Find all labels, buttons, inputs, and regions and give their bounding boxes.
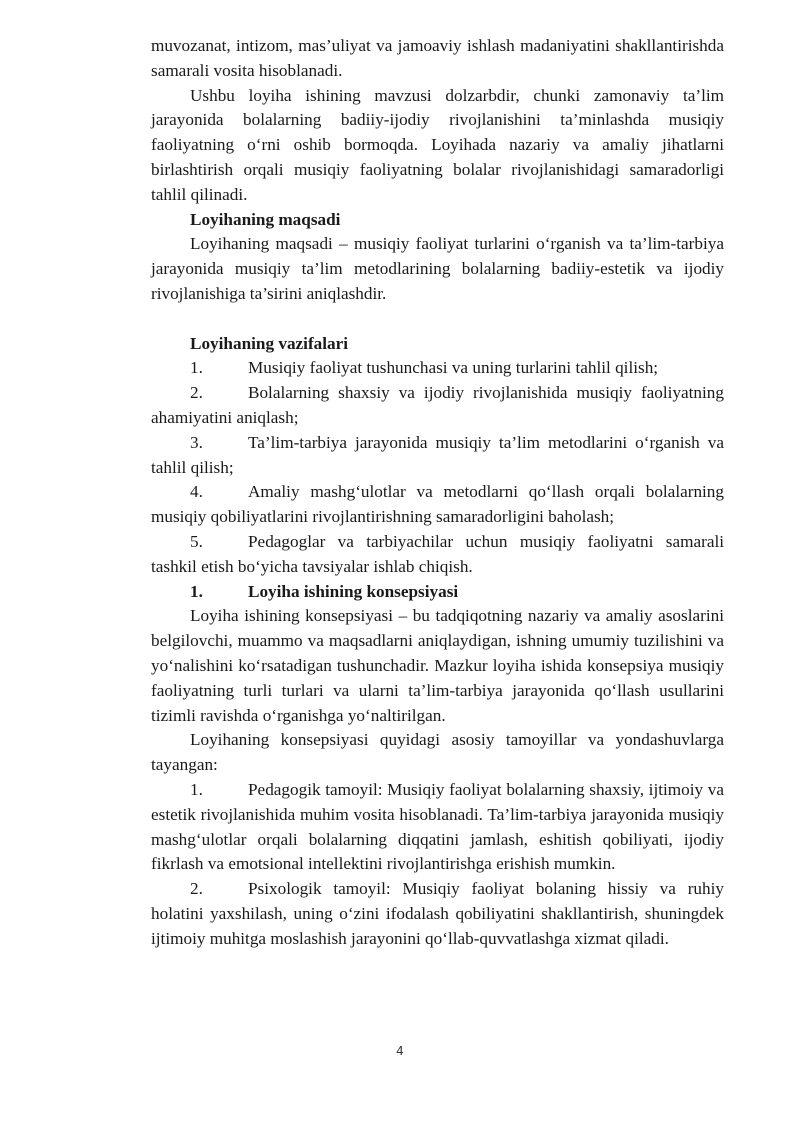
section-title: Loyiha ishining konsepsiyasi bbox=[248, 581, 459, 601]
task-number: 2. bbox=[190, 383, 203, 403]
task-text: Amaliy mashg‘ulotlar va metodlarni qo‘llash orqali bolalarning musiqiy qobiliyatlarini rivojlantirishning samaradorligini baholash; bbox=[151, 482, 724, 527]
task-number: 3. bbox=[190, 432, 203, 452]
task-text: Ta’lim-tarbiya jarayonida musiqiy ta’lim metodlarini o‘rganish va tahlil qilish; bbox=[151, 432, 724, 477]
task-number: 1. bbox=[190, 358, 203, 378]
paragraph-concept: Loyiha ishining konsepsiyasi – bu tadqiqotning nazariy va amaliy asoslarini belgilovchi, muammo va maqsadlarni aniqlaydigan, ishning umumiy tuzilishini va yo‘nalishini ko‘rsatadigan tushunchadir. Mazkur loyiha ishida konsepsiya musiqiy faoliyatning turli turlari va ularni ta’lim-tarbiya jarayonida qo‘llash usullarini tizimli ravishda o‘rganishga yo‘naltirilgan. bbox=[151, 606, 724, 725]
principle-text: Psixologik tamoyil: Musiqiy faoliyat bolaning hissiy va ruhiy holatini yaxshilash, uning o‘zini ifodalash qobiliyatini shakllantirish, shuningdek ijtimoiy muhitga moslashish jarayonini qo‘llab-quvvatlashga xizmat qiladi. bbox=[151, 879, 724, 948]
task-number: 5. bbox=[190, 531, 203, 551]
page-number: 4 bbox=[396, 1044, 404, 1058]
heading-goal: Loyihaning maqsadi bbox=[190, 209, 341, 229]
blank-line bbox=[151, 307, 724, 332]
task-number: 4. bbox=[190, 482, 203, 502]
task-item bbox=[151, 431, 724, 481]
heading-tasks: Loyihaning vazifalari bbox=[190, 333, 349, 353]
principle-item bbox=[151, 778, 724, 877]
principle-text: Pedagogik tamoyil: Musiqiy faoliyat bolalarning shaxsiy, ijtimoiy va estetik rivojlanishida muhim vosita hisoblanadi. Ta’lim-tarbiya jarayonida musiqiy mashg‘ulotlar orqali bolalarning diqqatini jamlash, eshitish qobiliyati, ijodiy fikrlash va emotsional intellektini rivojlantirishga erishish mumkin. bbox=[151, 779, 724, 874]
principle-item bbox=[151, 877, 724, 951]
principle-number: 2. bbox=[190, 879, 203, 899]
paragraph-continuation: muvozanat, intizom, mas’uliyat va jamoaviy ishlash madaniyatini shakllantirishda samarali vosita hisoblanadi. bbox=[151, 36, 724, 80]
task-item bbox=[151, 356, 724, 381]
task-text: Musiqiy faoliyat tushunchasi va uning turlarini tahlil qilish; bbox=[248, 358, 659, 378]
task-item bbox=[151, 530, 724, 580]
task-text: Pedagoglar va tarbiyachilar uchun musiqiy faoliyatni samarali tashkil etish bo‘yicha tavsiyalar ishlab chiqish. bbox=[151, 531, 724, 576]
task-item bbox=[151, 381, 724, 431]
section-number: 1. bbox=[190, 581, 203, 601]
task-item bbox=[151, 480, 724, 530]
task-text: Bolalarning shaxsiy va ijodiy rivojlanishida musiqiy faoliyatning ahamiyatini aniqlash; bbox=[151, 383, 724, 427]
section-heading-concept bbox=[151, 580, 724, 605]
paragraph-principles-intro: Loyihaning konsepsiyasi quyidagi asosiy tamoyillar va yondashuvlarga tayangan: bbox=[151, 730, 724, 775]
paragraph-relevance: Ushbu loyiha ishining mavzusi dolzarbdir, chunki zamonaviy ta’lim jarayonida bolalarning badiiy-ijodiy rivojlanishini ta’minlashda musiqiy faoliyatning o‘rni oshib bormoqda. Loyihada nazariy va amaliy jihatlarni birlashtirish orqali musiqiy faoliyatning bolalar rivojlanishidagi samaradorligi tahlil qilinadi. bbox=[151, 85, 724, 204]
principle-number: 1. bbox=[190, 779, 203, 799]
document-page bbox=[151, 34, 724, 951]
paragraph-goal: Loyihaning maqsadi – musiqiy faoliyat turlarini o‘rganish va ta’lim-tarbiya jarayonida musiqiy ta’lim metodlarining bolalarning badiiy-estetik va ijodiy rivojlanishiga ta’sirini aniqlashdir. bbox=[151, 234, 724, 303]
